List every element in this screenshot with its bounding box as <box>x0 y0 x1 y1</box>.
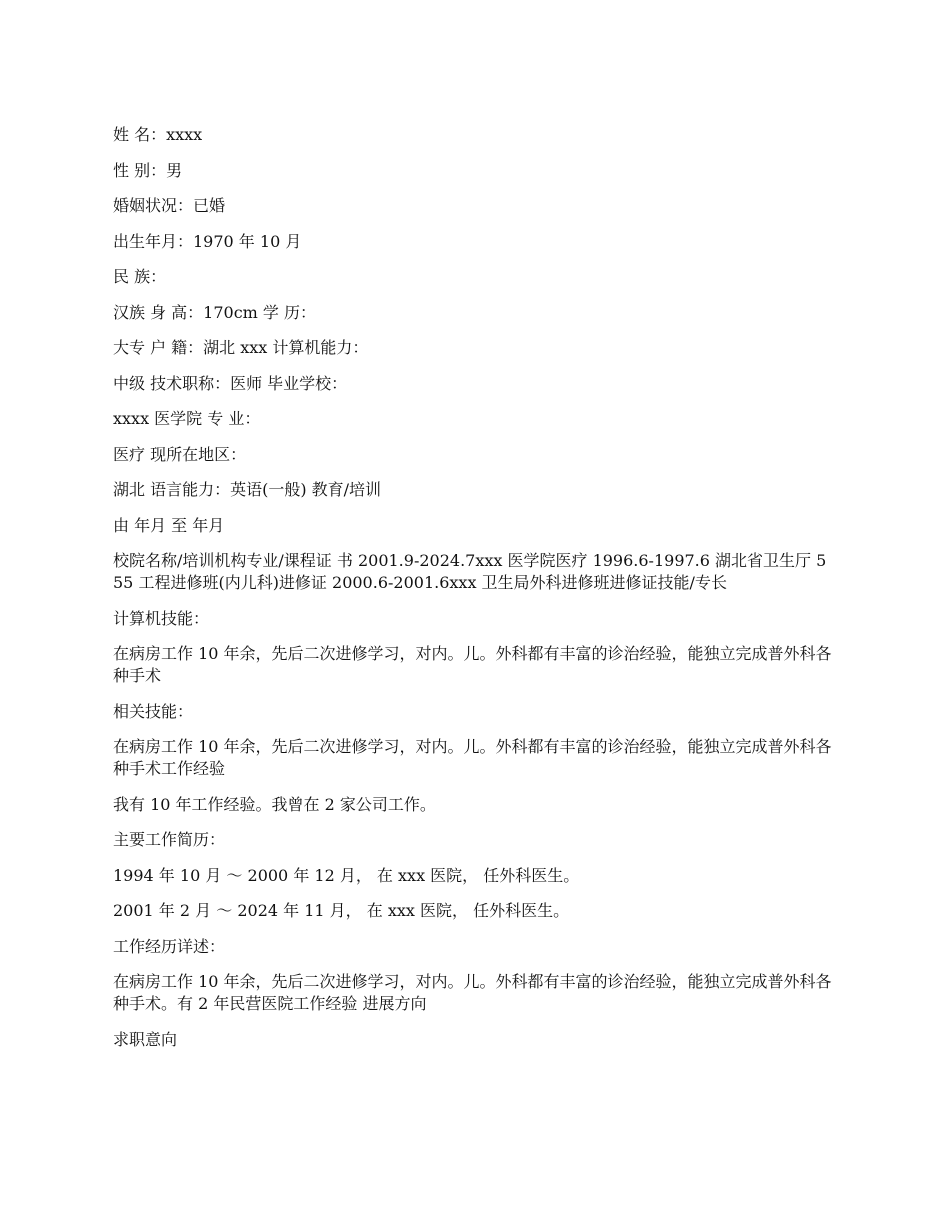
birth-date-line: 出生年月：1970 年 10 月 <box>113 231 302 251</box>
work-details-text: 在病房工作 10 年余，先后二次进修学习，对内。儿。外科都有丰富的诊治经验，能独立完成普外科各种手术。有 2 年民营医院工作经验 进展方向 <box>113 972 832 1013</box>
related-skills-heading: 相关技能： <box>113 701 194 721</box>
name-line: 姓 名：xxxx <box>113 125 203 144</box>
work-history-heading: 主要工作简历： <box>113 830 226 849</box>
work-history-item-1: 1994 年 10 月 ～ 2000 年 12 月， 在 xxx 医院， 任外科医生。 <box>113 865 580 885</box>
education-hometown-line: 大专 户 籍：湖北 xxx 计算机能力： <box>113 338 369 357</box>
marital-status-line: 婚姻状况：已婚 <box>113 196 226 215</box>
school-major-line: xxxx 医学院 专 业： <box>113 409 261 428</box>
work-history-item-2: 2001 年 2 月 ～ 2024 年 11 月， 在 xxx 医院， 任外科医生。 <box>113 901 570 920</box>
ethnicity-label-line: 民 族： <box>113 267 167 286</box>
job-intention-heading: 求职意向 <box>113 1029 178 1049</box>
experience-summary: 我有 10 年工作经验。我曾在 2 家公司工作。 <box>113 794 436 814</box>
major-location-line: 医疗 现所在地区： <box>113 444 247 464</box>
ethnicity-height-education-line: 汉族 身 高：170cm 学 历： <box>113 302 317 322</box>
gender-line: 性 别：男 <box>113 160 183 180</box>
computer-skill-title-line: 中级 技术职称：医师 毕业学校： <box>113 373 348 393</box>
related-skills-text: 在病房工作 10 年余，先后二次进修学习，对内。儿。外科都有丰富的诊治经验，能独立完成普外科各种手术工作经验 <box>113 737 832 778</box>
computer-skills-heading: 计算机技能： <box>113 608 210 628</box>
education-period-header: 由 年月 至 年月 <box>113 515 225 535</box>
computer-skills-text: 在病房工作 10 年余，先后二次进修学习，对内。儿。外科都有丰富的诊治经验，能独立完成普外科各种手术 <box>113 644 832 685</box>
education-details: 校院名称/培训机构专业/课程证 书 2001.9-2024.7xxx 医学院医疗 1996.6-1997.6 湖北省卫生厅 555 工程进修班(内儿科)进修证 2000.6-2001.6xxx 卫生局外科进修班进修证技能/专长 <box>113 551 827 592</box>
location-language-line: 湖北 语言能力：英语(一般) 教育/培训 <box>113 480 382 499</box>
resume-document <box>113 124 833 1064</box>
work-details-heading: 工作经历详述： <box>113 936 226 956</box>
